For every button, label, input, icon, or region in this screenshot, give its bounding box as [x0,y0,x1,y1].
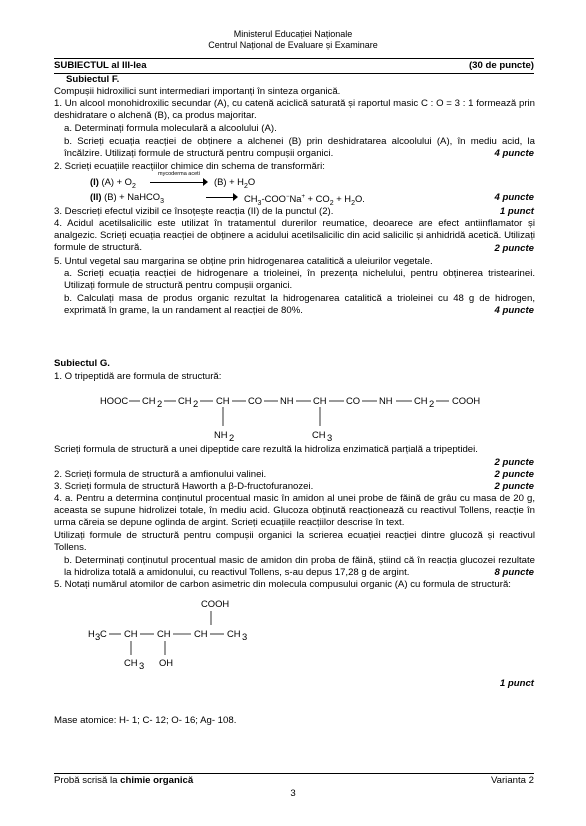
g-q1-points: 2 puncte [494,457,534,468]
svg-text:CH: CH [414,395,428,406]
svg-text:C: C [100,628,107,639]
reaction-ii-products: CH [244,193,258,205]
footer-rule [54,773,534,774]
svg-text:CH: CH [124,657,138,668]
top-rule [54,58,534,59]
f-q1a: a. Determinați formula moleculară a alcoolului (A). [64,123,277,134]
reaction-i: (I) $(A) + O_2$ [90,176,136,190]
bar-rule [54,73,534,74]
f-q4: 4. Acidul acetilsalicilic este utilizat în tratamentul durerilor reumatice, deoarece are efect antiinflamator și analgezic. Scrieți ecuația reacției de obținere a acidului acetilsalicilic din acid salicilic și anhidridă acetică. Utilizați formule de structură. [54,218,535,253]
f-q5: 5. Untul vegetal sau margarina se obține prin hidrogenarea catalitică a uleiurilor vegetale. [54,256,433,267]
svg-text:CO: CO [248,395,263,406]
section-f-heading: Subiectul F. [66,74,120,85]
tripeptide-structure [100,388,520,443]
footer-left [54,775,193,787]
g-q4a: 4. a. Pentru a determina conținutul procentual masic în amidon al unei probe de făină de grâu cu masa de 20 g, aceasta se supune hidrolizei totale, în mediu acid. Glucoza obținută reacționează cu reactivul Tollens, reacție în urma căreia se depune oglinda de argint. Scrieți ecuațiile reacțiilor descrise în text. [54,493,535,528]
reaction-ii-arrow [206,197,236,198]
f-q1b: b. Scrieți ecuația reacției de obținere a alchenei (B) prin deshidratarea alcoolului (A), în mediu acid, la încălzire. Utilizați formule de structură pentru compușii organici. [64,136,535,159]
f-q3-points: 1 punct [499,206,534,217]
g-q2: 2. Scrieți formula de structură a amfionului valinei. [54,469,267,480]
f-q2: 2. Scrieți ecuațiile reacțiilor chimice din schema de transformări: [54,161,325,172]
subject-title: SUBIECTUL al III-lea [54,60,147,71]
svg-text:2: 2 [429,398,435,409]
svg-text:CH: CH [124,628,138,639]
svg-text:COOH: COOH [452,395,481,406]
f-q4-points: 2 puncte [494,243,534,254]
reaction-i-catalyst: mycoderma aceti [158,171,200,177]
svg-text:OH: OH [159,657,174,668]
svg-text:CH: CH [178,395,192,406]
reaction-ii: (II) (B) + NaHCO$_3$ [90,191,164,205]
svg-text:CH: CH [157,628,171,639]
g-q4b: b. Determinați conținutul procentual masic de amidon din proba de făină, știind că în reacția glucozei rezultate la hidroliza totală a amidonului, cu reactivul Tollens, s-au depus 17,28 g de argint. [64,555,535,578]
reaction-i-arrow [150,182,206,183]
svg-text:CH: CH [142,395,156,406]
footer-variant: Varianta 2 [490,775,534,786]
svg-text:CH: CH [216,395,230,406]
ministry-name: Ministerul Educației Naționale [233,29,353,39]
svg-text:CH: CH [227,628,241,639]
svg-text:H: H [88,628,95,639]
f-intro: Compușii hidroxilici sunt intermediari importanți în sinteza organică. [54,86,341,97]
reaction-i-label: (I) [90,176,99,187]
svg-text:NH: NH [280,395,294,406]
svg-text:3: 3 [139,660,145,670]
f-q1: 1. Un alcool monohidroxilic secundar (A), cu catenă aciclică saturată și raportul masic C : O = 3 : 1 formează prin deshidratare o alchenă (B), ca produs majoritar. [54,98,535,121]
f-q2-points: 4 puncte [494,192,534,203]
svg-text:3: 3 [327,432,333,443]
g-q5-points: 1 punct [499,678,534,689]
g-q4a-note: Utilizați formule de structură pentru compușii organici la scrierea ecuației reacției dintre glucoză și reactivul Tollens. [54,530,535,553]
svg-text:CO: CO [346,395,361,406]
page-number: 3 [290,788,296,799]
f-q1-points: 4 puncte [494,148,534,159]
g-q2-points: 2 puncte [494,469,534,480]
reaction-ii-right: $CH_3-COO^-Na^+ + CO_2 + H_2O$. [244,193,365,207]
svg-text:CH: CH [313,395,327,406]
g-q3-points: 2 puncte [494,481,534,492]
reaction-ii-left: (B) + NaHCO [104,191,161,202]
svg-text:CH: CH [312,429,326,440]
footer-prefix: Probă scrisă la [54,775,121,786]
g-q4-points: 8 puncte [494,567,534,578]
g-q1: 1. O tripeptidă are formula de structură: [54,371,222,382]
f-q5b: b. Calculați masa de produs organic rezultat la hidrogenarea catalitică a trioleinei cu 48 g de hidrogen, exprimată în grame, la un randament al reacției de 80%. [64,293,535,316]
svg-text:3: 3 [242,631,248,642]
atomic-masses: Mase atomice: H- 1; C- 12; O- 16; Ag- 108. [54,715,237,726]
svg-text:3: 3 [95,631,101,642]
svg-text:2: 2 [157,398,163,409]
reaction-i-left: (A) + O [101,176,132,187]
center-name: Centrul Național de Evaluare și Examinare [208,40,378,50]
g-q5: 5. Notați numărul atomilor de carbon asimetric din molecula compusului organic (A) cu formula de structură: [54,579,511,590]
svg-text:NH: NH [379,395,393,406]
svg-text:COOH: COOH [201,598,230,609]
f-q5a: a. Scrieți ecuația reacției de hidrogenare a trioleinei, în prezența nichelului, pentru obținerea tristearinei. Utilizați formule de structură pentru compușii organici. [64,268,535,291]
footer-subject: chimie organică [120,775,194,786]
g-q1-text: Scrieți formula de structură a unei dipeptide care rezultă la hidroliza enzimatică parțială a tripeptidei. [54,444,478,455]
f-q3: 3. Descrieți efectul vizibil ce însoțește reacția (II) de la punctul (2). [54,206,334,217]
section-g-heading: Subiectul G. [54,358,110,369]
compound-a-structure [88,595,288,670]
arrow-head-icon [233,193,238,201]
reaction-i-products: (B) + H [214,176,244,187]
reaction-i-right: $(B) + H_2O$ [214,176,256,190]
svg-text:2: 2 [193,398,199,409]
arrow-head-icon [203,178,208,186]
svg-text:2: 2 [229,432,235,443]
reaction-ii-label: (II) [90,191,102,202]
svg-text:NH: NH [214,429,228,440]
svg-text:CH: CH [194,628,208,639]
f-q5-points: 4 puncte [494,305,534,316]
svg-text:HOOC: HOOC [100,395,129,406]
subject-points: (30 de puncte) [468,60,534,71]
g-q3: 3. Scrieți formula de structură Haworth a β-D-fructofuranozei. [54,481,314,492]
